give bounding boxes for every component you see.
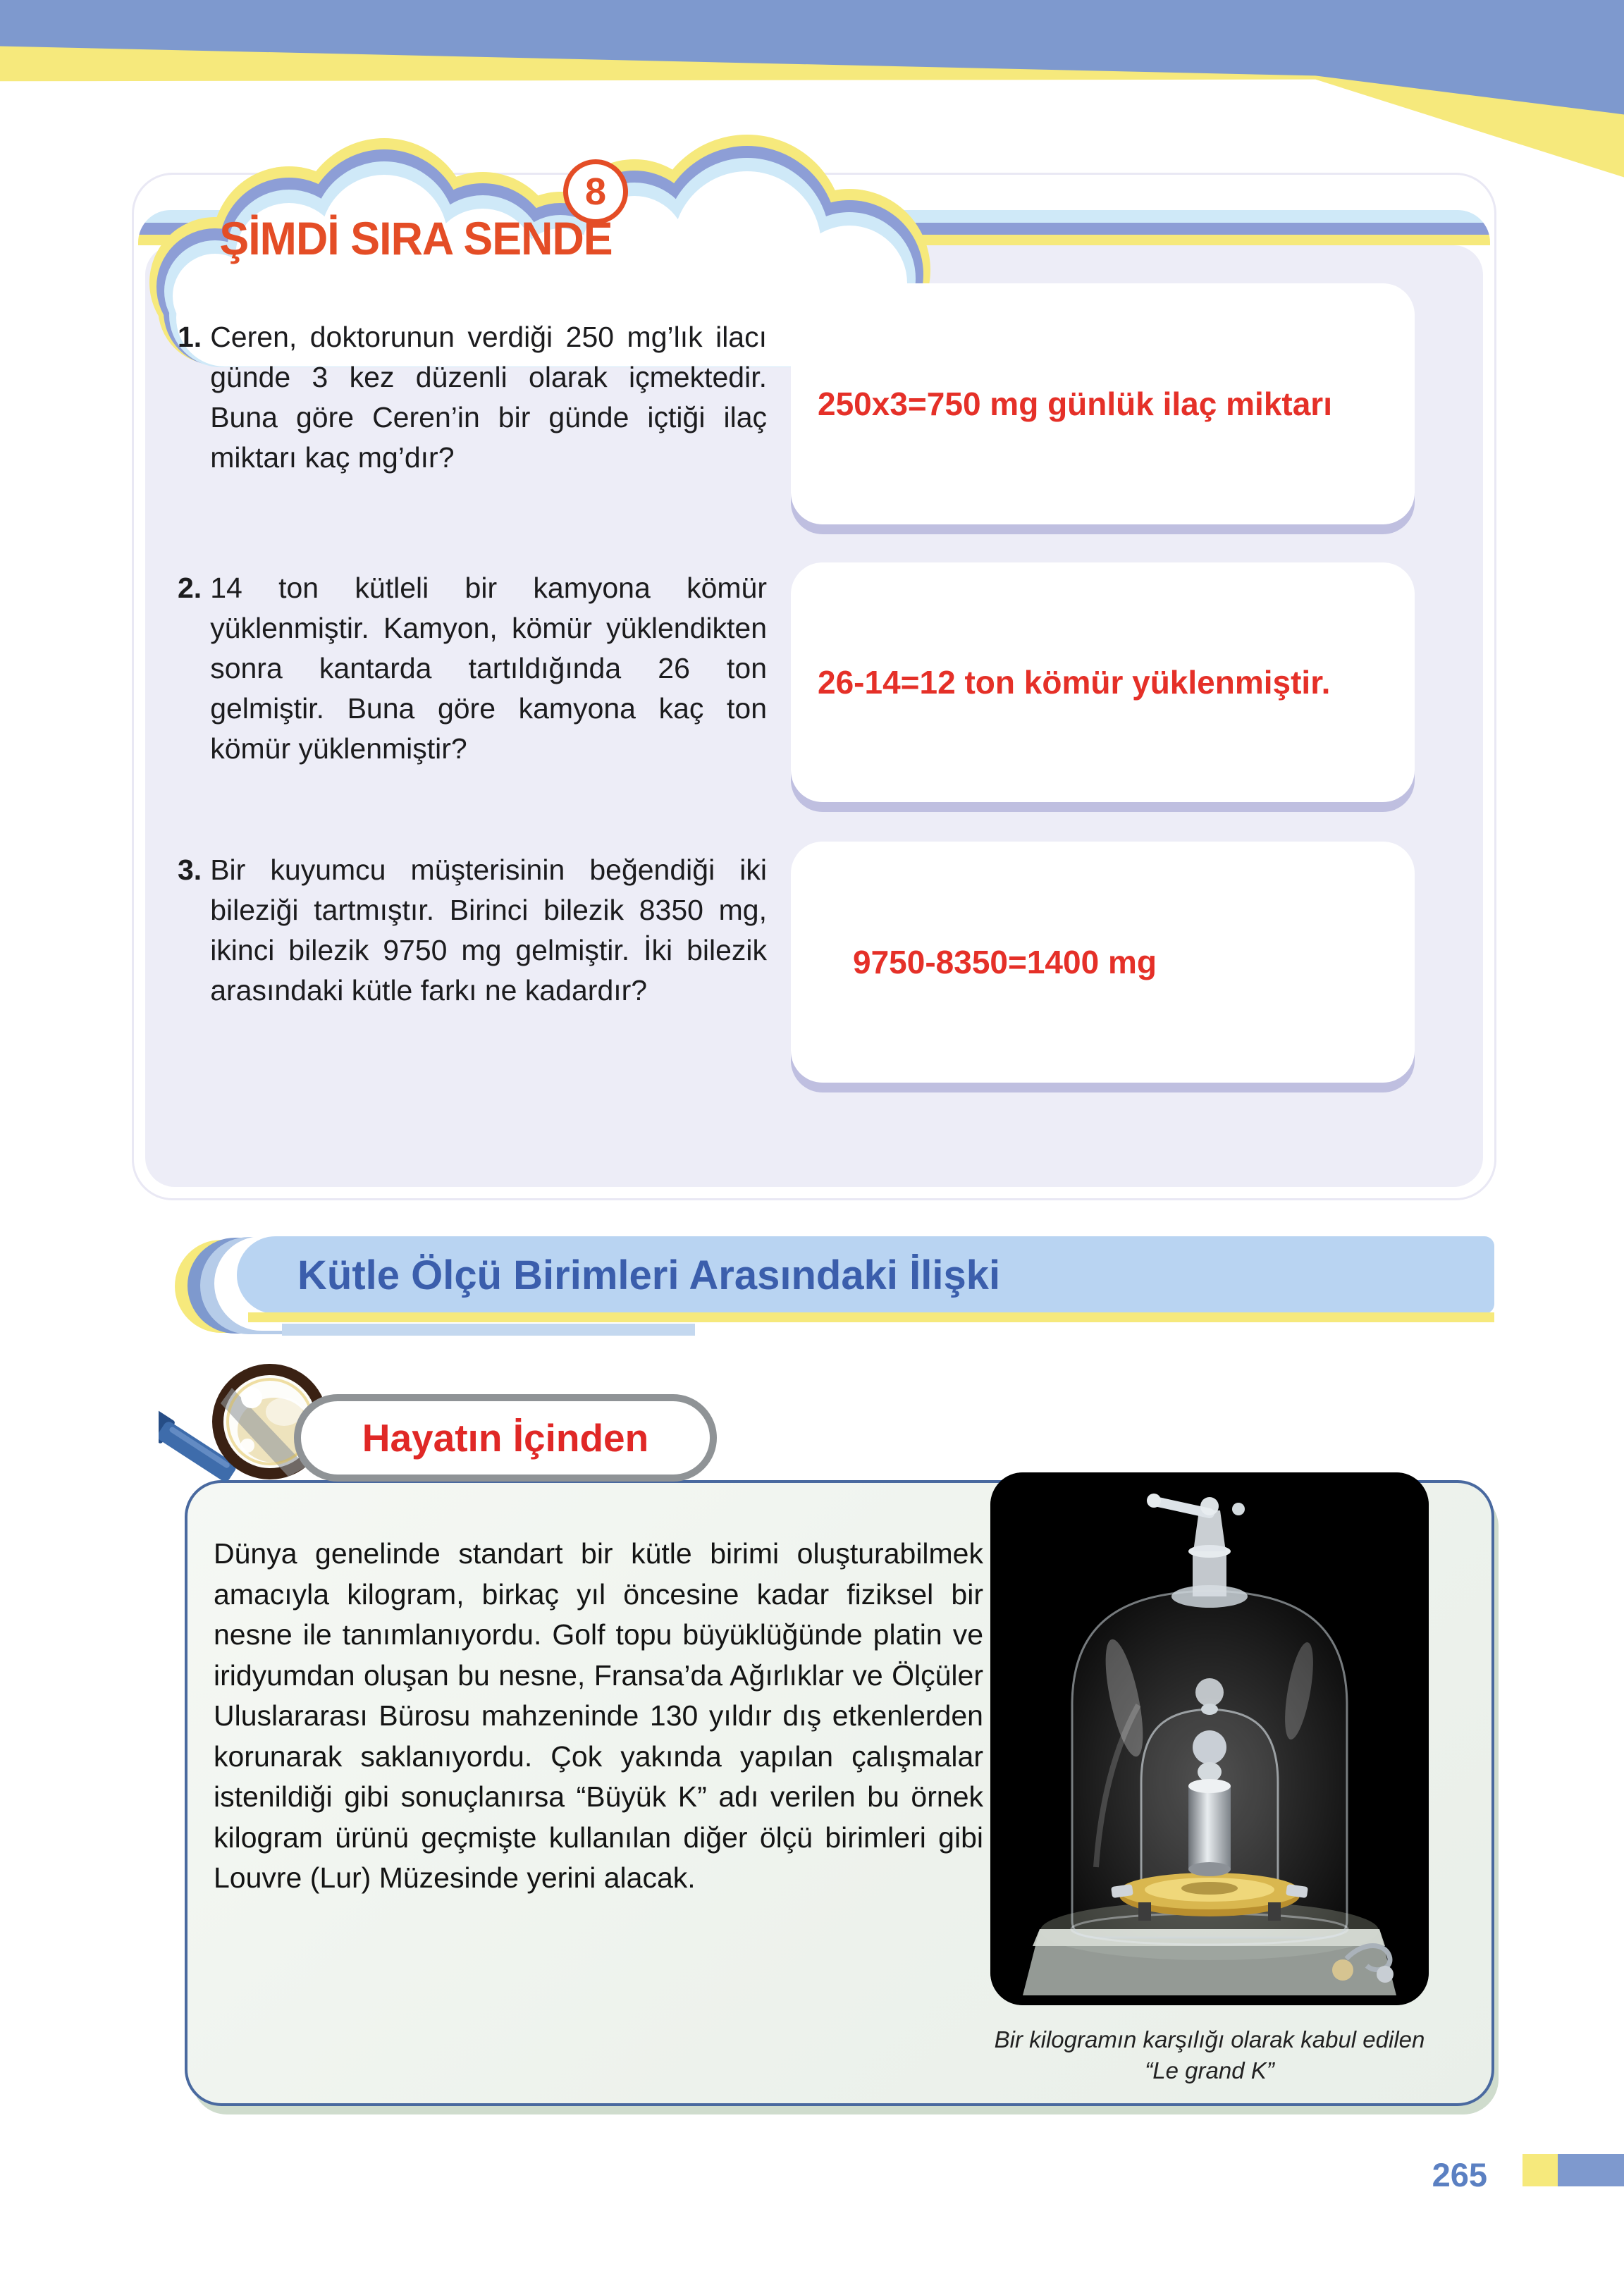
section-underline-yellow (248, 1312, 1494, 1322)
life-section-label (294, 1394, 717, 1482)
answer-box-3 (791, 842, 1415, 1083)
answer-1-text: 250x3=750 mg günlük ilaç miktarı (818, 385, 1332, 422)
problem-2-number: 2. (178, 572, 202, 604)
photo-caption: Bir kilogramın karşılığı olarak kabul edilen “Le grand K” (994, 2026, 1425, 2083)
page-number: 265 (1432, 2156, 1487, 2193)
section-substrip-blue (282, 1324, 695, 1336)
answer-3-text: 9750-8350=1400 mg (853, 943, 1157, 980)
problem-3-text: Bir kuyumcu müşterisinin beğendiği iki bileziği tartmıştır. Birinci bilezik 8350 mg, ikinci bilezik 9750 mg gelmiştir. İki bilezik arasındaki kütle farkı ne kadardır? (210, 854, 767, 1007)
section-title: Kütle Ölçü Birimleri Arasındaki İlişki (297, 1252, 1001, 1298)
corner-yellow-square (1522, 2154, 1558, 2186)
page-title: ŞİMDİ SIRA SENDE (219, 212, 613, 264)
answer-box-2 (791, 562, 1415, 802)
problem-1-number: 1. (178, 321, 202, 353)
kilogram-photo (990, 1472, 1429, 2005)
problem-2-text: 14 ton kütleli bir kamyona kömür yüklenmiştir. Kamyon, kömür yüklendikten sonra kantarda tartıldığında 26 ton gelmiştir. Buna göre kamyona kaç ton kömür yüklenmiştir? (210, 572, 767, 765)
problem-3 (178, 850, 767, 1011)
badge-number: 8 (584, 171, 607, 213)
corner-blue-rect (1558, 2154, 1624, 2186)
problem-3-number: 3. (178, 854, 202, 886)
life-section-label-text: Hayatın İçinden (362, 1416, 649, 1460)
kilogram-bell-jar-illustration (990, 1472, 1429, 2005)
answer-box-1 (791, 283, 1415, 524)
answer-2-text: 26-14=12 ton kömür yüklenmiştir. (818, 663, 1331, 701)
section-title-band (237, 1236, 1494, 1314)
problem-1 (178, 317, 767, 478)
problem-2 (178, 568, 767, 769)
problem-1-text: Ceren, doktorunun verdiği 250 mg’lık ilacı günde 3 kez düzenli olarak içmektedir. Buna göre Ceren’in bir günde içtiği ilaç miktarı kaç mg’dır? (210, 321, 767, 474)
life-paragraph: Dünya genelinde standart bir kütle birimi oluşturabilmek amacıyla kilogram, birkaç yıl öncesine kadar fiziksel bir nesne ile tanımlanıyordu. Golf topu büyüklüğünde platin ve iridyumdan oluşan bu nesne, Fransa’da Ağırlıklar ve Ölçüler Uluslararası Bürosu mahzeninde 130 yıldır dış etkenlerden korunarak saklanıyordu. Çok yakında yapılan çalışmalar istenildiği gibi sonuçlanırsa “Büyük K” adı verilen bu örnek kilogram ürünü geçmişte kullanılan diğer ölçü birimleri gibi Louvre (Lur) Müzesinde yerini alacak. (214, 1537, 983, 1894)
